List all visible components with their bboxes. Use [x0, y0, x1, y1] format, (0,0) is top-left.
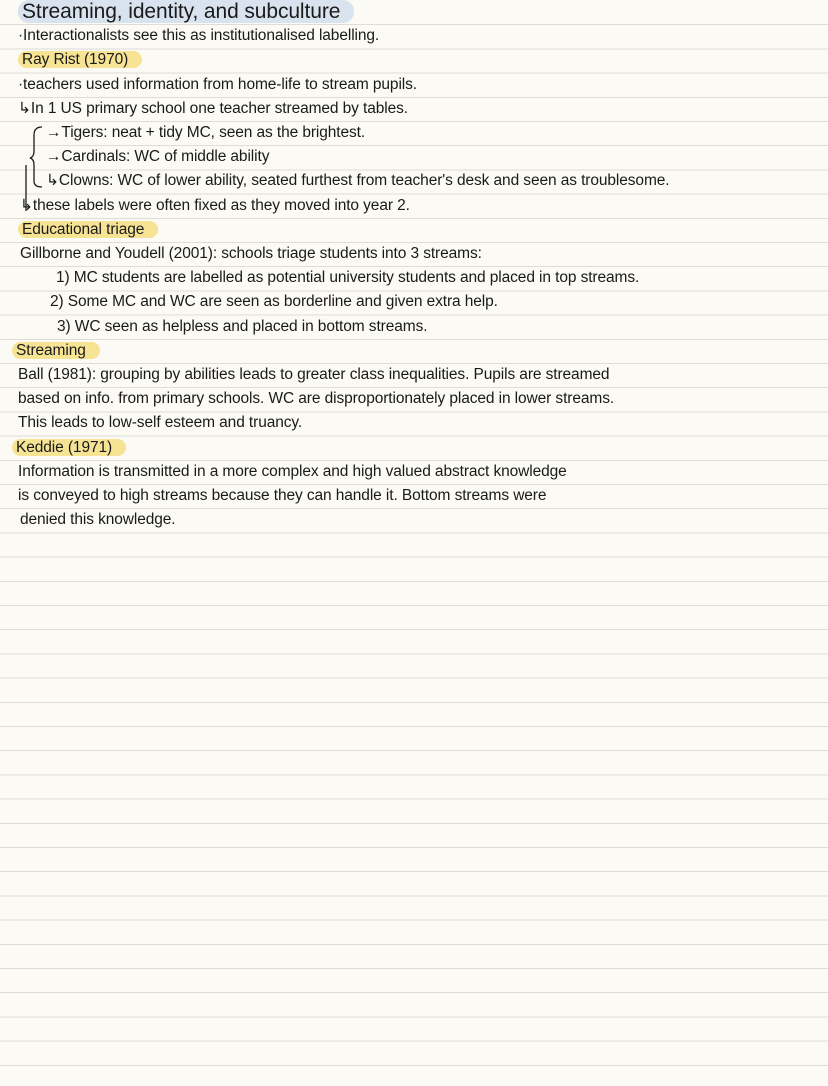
section-heading: Streaming — [12, 342, 100, 359]
note-line: This leads to low-self esteem and truancy. — [18, 414, 303, 432]
note-line: Ball (1981): grouping by abilities leads to greater class inequalities. Pupils are streamed — [18, 366, 610, 383]
section-heading: Ray Rist (1970) — [18, 51, 142, 68]
note-line: ·teachers used information from home-life to stream pupils. — [18, 75, 417, 93]
note-line: based on info. from primary schools. WC are disproportionately placed in lower streams. — [18, 390, 615, 408]
note-line: denied this knowledge. — [20, 511, 176, 529]
note-line: ↳these labels were often fixed as they moved into year 2. — [20, 196, 410, 214]
note-line: →Cardinals: WC of middle ability — [46, 148, 270, 166]
note-line: is conveyed to high streams because they can handle it. Bottom streams were — [18, 487, 547, 504]
note-line: Gillborne and Youdell (2001): schools triage students into 3 streams: — [20, 245, 482, 262]
note-line: ↳Clowns: WC of lower ability, seated furthest from teacher's desk and seen as troublesome. — [46, 172, 670, 190]
note-title: Streaming, identity, and subculture — [18, 0, 354, 23]
section-heading: Educational triage — [18, 221, 158, 238]
bracket-icon — [22, 121, 46, 217]
heading-row — [22, 218, 158, 242]
note-line: 3) WC seen as helpless and placed in bottom streams. — [57, 317, 428, 335]
note-line: 2) Some MC and WC are seen as borderline and given extra help. — [50, 293, 498, 311]
note-line: ↳In 1 US primary school one teacher streamed by tables. — [18, 99, 409, 117]
heading-row — [16, 339, 100, 363]
note-line: →Tigers: neat + tidy MC, seen as the brightest. — [46, 124, 366, 141]
note-line: 1) MC students are labelled as potential university students and placed in top streams. — [56, 269, 640, 287]
note-title-row — [22, 0, 354, 24]
section-heading: Keddie (1971) — [12, 439, 126, 456]
note-line: Information is transmitted in a more complex and high valued abstract knowledge — [18, 462, 567, 480]
note-line: ·Interactionalists see this as institutionalised labelling. — [18, 27, 380, 45]
heading-row — [22, 48, 142, 72]
heading-row — [16, 436, 126, 460]
